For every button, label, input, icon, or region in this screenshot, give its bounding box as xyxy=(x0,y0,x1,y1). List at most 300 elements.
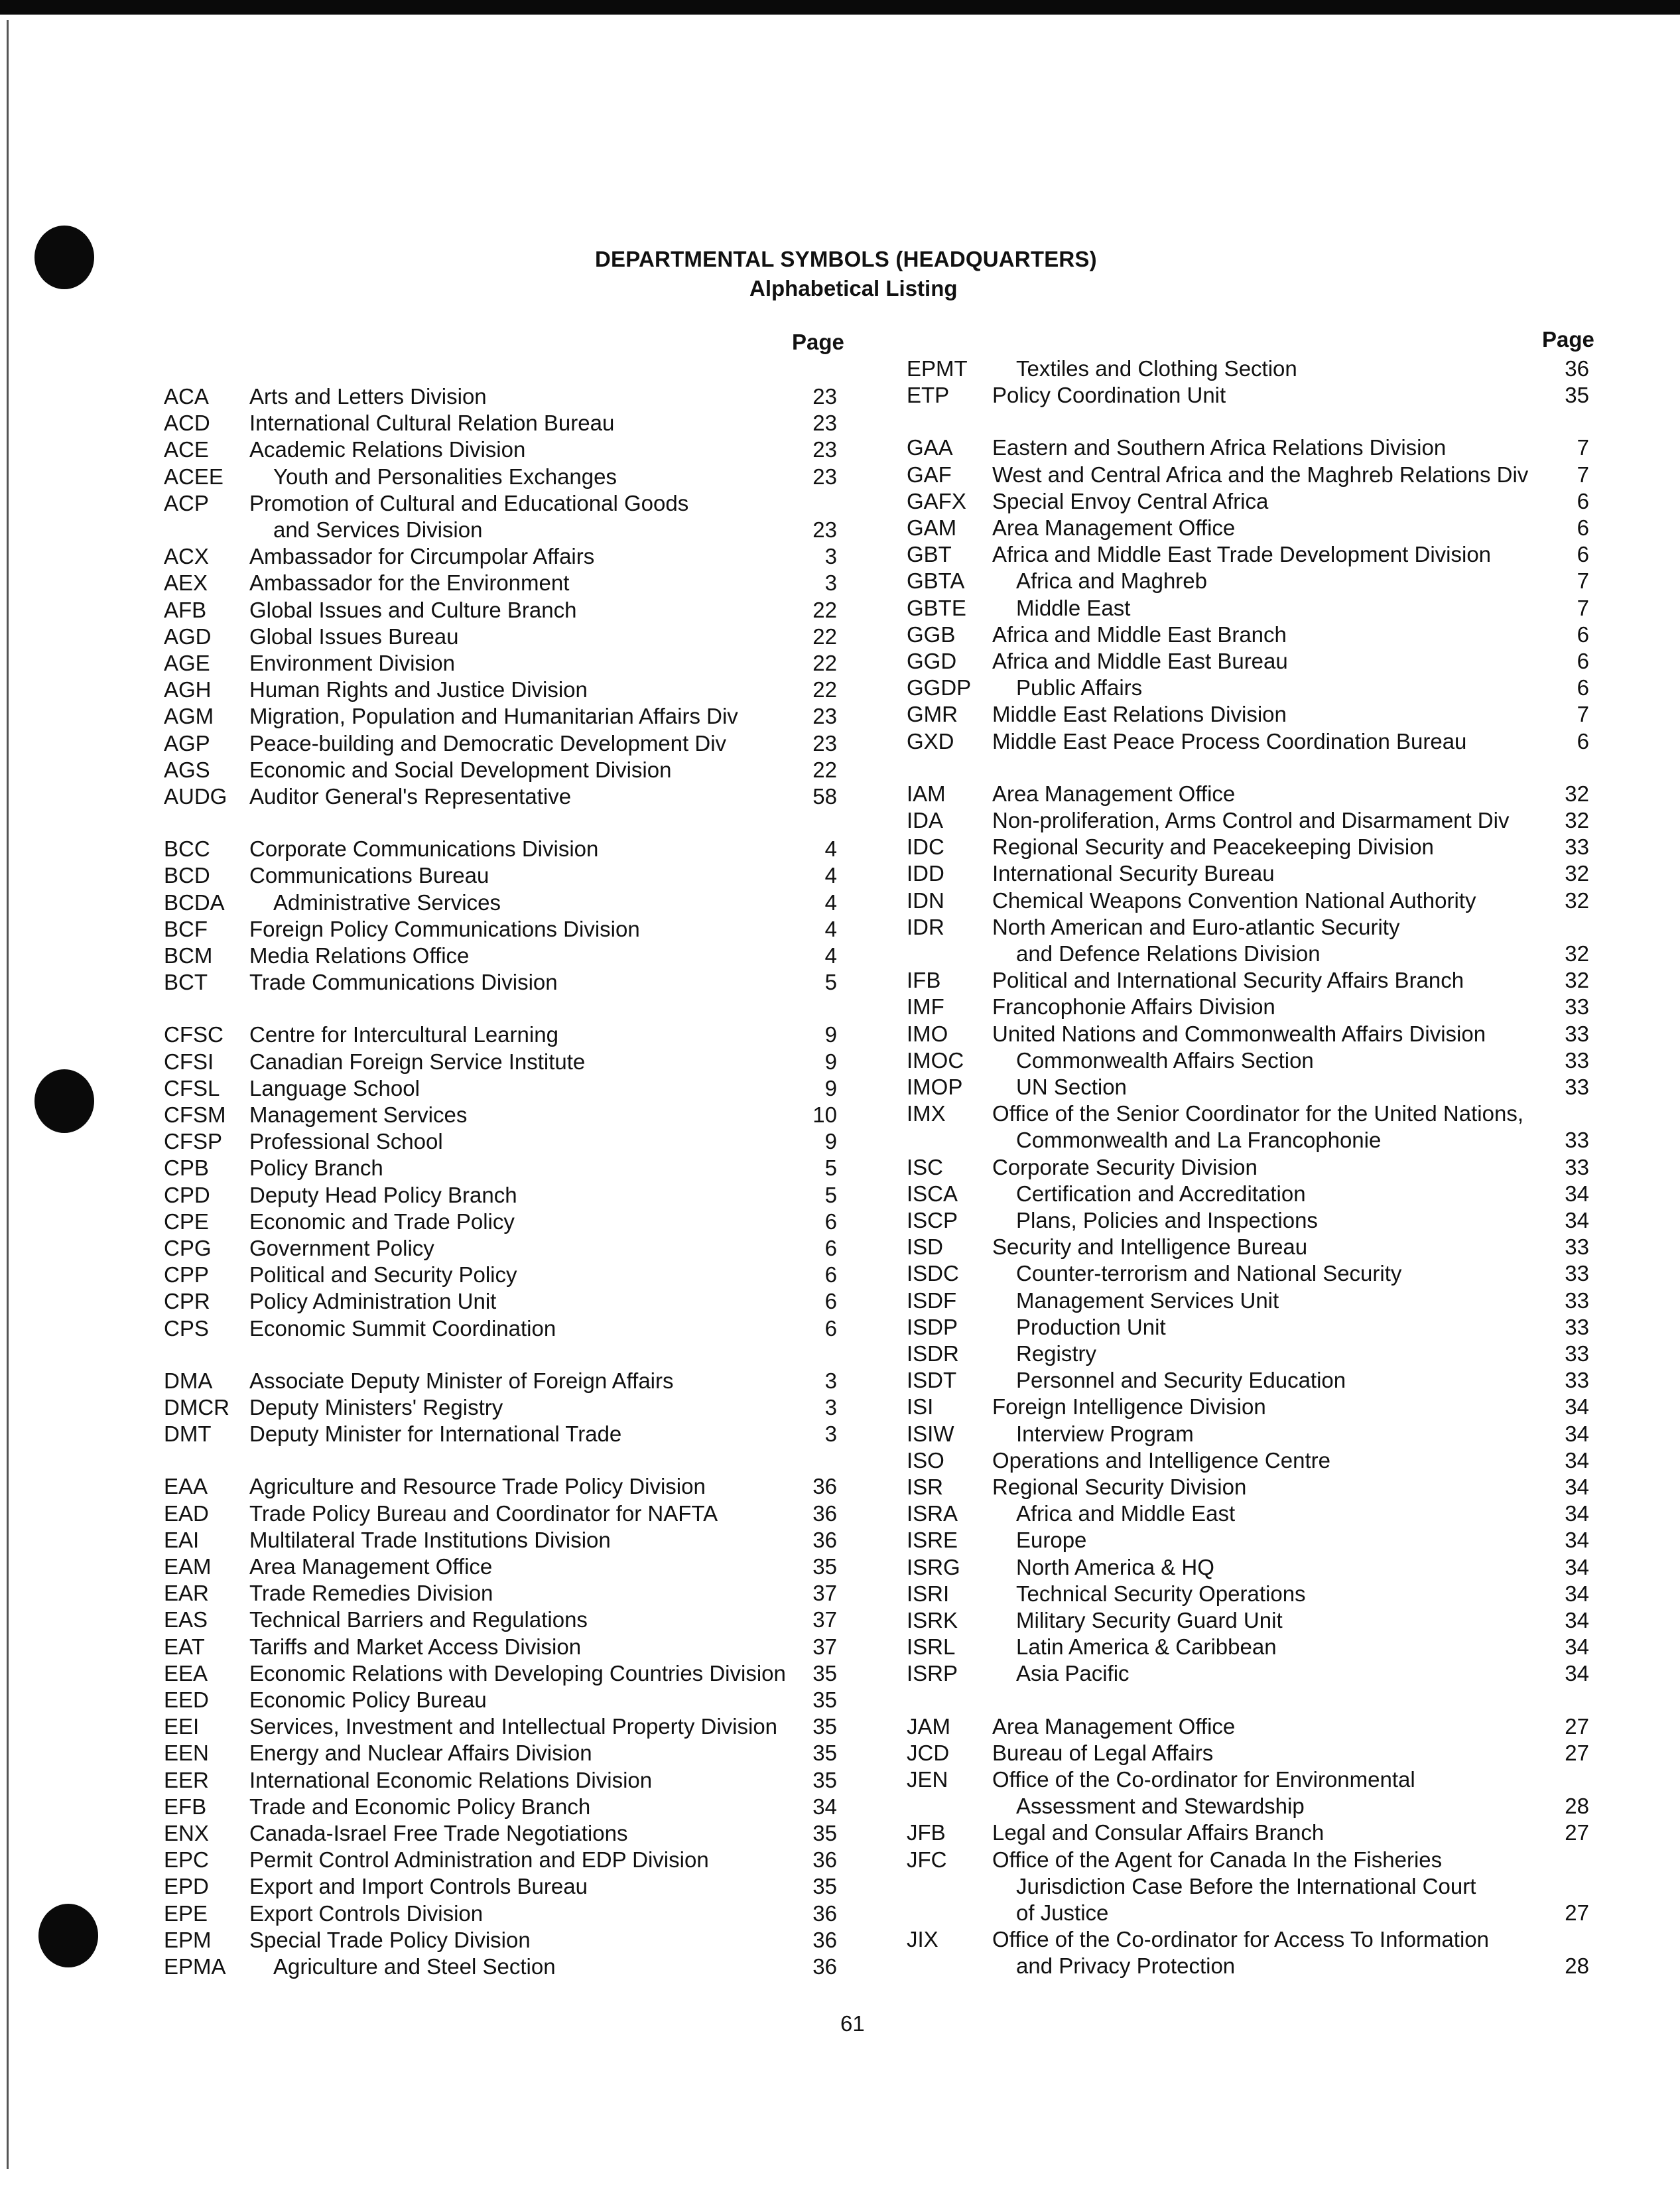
symbol-code: ENX xyxy=(164,1821,209,1845)
symbol-row xyxy=(164,1395,837,1422)
symbol-description: United Nations and Commonwealth Affairs Division xyxy=(992,1021,1486,1046)
page-reference: 34 xyxy=(1565,1475,1589,1499)
right-page-column-header: Page xyxy=(1542,327,1594,352)
page-reference: 35 xyxy=(812,1554,837,1579)
symbol-row xyxy=(907,968,1589,994)
page-reference: 35 xyxy=(812,1688,837,1712)
symbol-description: Regional Security and Peacekeeping Division xyxy=(992,834,1434,860)
symbol-code: AGD xyxy=(164,624,212,649)
symbol-description: Foreign Policy Communications Division xyxy=(249,916,640,941)
symbol-description: and Defence Relations Division xyxy=(1016,941,1321,966)
page-reference: 32 xyxy=(1565,941,1589,966)
symbol-code: EFB xyxy=(164,1794,207,1819)
page-reference: 34 xyxy=(812,1794,837,1819)
symbol-code: EPD xyxy=(164,1874,209,1899)
symbol-description: Economic and Trade Policy xyxy=(249,1209,515,1234)
symbol-code: ISDR xyxy=(907,1341,959,1366)
symbol-description: Political and International Security Affairs Branch xyxy=(992,968,1464,993)
page-reference: 33 xyxy=(1565,1314,1589,1339)
symbol-row xyxy=(164,704,837,730)
page-reference: 9 xyxy=(824,1129,837,1154)
symbol-row xyxy=(907,1368,1589,1394)
page-reference: 37 xyxy=(812,1607,837,1632)
page-reference: 34 xyxy=(1565,1181,1589,1206)
symbol-description: Communications Bureau xyxy=(249,863,489,888)
symbol-code: IDD xyxy=(907,861,944,886)
page-reference: 22 xyxy=(812,624,837,649)
symbol-code: ISIW xyxy=(907,1421,954,1446)
page-reference: 23 xyxy=(812,464,837,489)
symbol-row xyxy=(907,622,1589,649)
page-reference: 36 xyxy=(812,1954,837,1979)
symbol-code: EPMT xyxy=(907,356,968,381)
page-reference: 5 xyxy=(824,1156,837,1181)
symbol-description: Policy Administration Unit xyxy=(249,1289,497,1314)
symbol-row xyxy=(907,1208,1589,1234)
symbol-description: Jurisdiction Case Before the International Court xyxy=(1016,1873,1476,1898)
symbol-row xyxy=(164,758,837,784)
symbol-code: JCD xyxy=(907,1740,950,1765)
symbol-description: Francophonie Affairs Division xyxy=(992,994,1275,1020)
symbol-description: Political and Security Policy xyxy=(249,1262,517,1288)
page-reference: 4 xyxy=(824,836,837,862)
symbol-code: EAD xyxy=(164,1500,209,1526)
symbol-row xyxy=(907,383,1589,409)
page-reference: 22 xyxy=(812,757,837,782)
symbol-description: Africa and Middle East xyxy=(1016,1501,1236,1526)
symbol-code: GAM xyxy=(907,515,957,540)
symbol-description: Economic Relations with Developing Countries Division xyxy=(249,1660,786,1686)
symbol-code: GAF xyxy=(907,462,952,487)
symbol-description: International Economic Relations Division xyxy=(249,1767,653,1792)
symbol-description: Area Management Office xyxy=(249,1554,493,1579)
page-reference: 6 xyxy=(824,1236,837,1260)
symbol-description: Regional Security Division xyxy=(992,1475,1247,1499)
symbol-row xyxy=(164,411,837,437)
symbol-description: Deputy Minister for International Trade xyxy=(249,1422,622,1447)
symbol-code: EEI xyxy=(164,1714,200,1739)
symbol-row xyxy=(164,1236,837,1262)
symbol-description: Canada-Israel Free Trade Negotiations xyxy=(249,1821,628,1845)
page-reference: 3 xyxy=(824,1422,837,1447)
page-reference: 33 xyxy=(1565,1368,1589,1393)
symbol-description: Migration, Population and Humanitarian Affairs Div xyxy=(249,704,738,729)
symbol-row xyxy=(907,1927,1589,1953)
symbol-description: North America & HQ xyxy=(1016,1554,1214,1579)
symbol-code: ACD xyxy=(164,411,210,436)
symbol-row xyxy=(907,356,1589,383)
symbol-row xyxy=(907,568,1589,595)
page-reference: 23 xyxy=(812,730,837,756)
page-reference: 58 xyxy=(812,784,837,809)
symbol-row xyxy=(164,544,837,570)
symbol-description: Permit Control Administration and EDP Division xyxy=(249,1847,709,1873)
symbol-code: ISI xyxy=(907,1394,934,1420)
symbol-description: Africa and Maghreb xyxy=(1016,568,1207,594)
symbol-description: Non-proliferation, Arms Control and Disarmament Div xyxy=(992,808,1510,832)
symbol-description: Youth and Personalities Exchanges xyxy=(273,464,617,489)
symbol-code: AUDG xyxy=(164,784,227,809)
symbol-row xyxy=(164,1821,837,1847)
symbol-code: IDN xyxy=(907,888,944,913)
symbol-row xyxy=(164,1874,837,1900)
symbol-description: Commonwealth Affairs Section xyxy=(1016,1047,1314,1073)
symbol-row xyxy=(907,1128,1589,1154)
symbol-description: Export Controls Division xyxy=(249,1900,484,1926)
symbol-code: IDR xyxy=(907,914,944,939)
binder-hole-bottom xyxy=(38,1904,98,1967)
symbol-code: ACEE xyxy=(164,464,224,489)
symbol-row xyxy=(907,1448,1589,1475)
symbol-row xyxy=(907,1794,1589,1820)
page-reference: 33 xyxy=(1565,1128,1589,1153)
symbol-description: Middle East Relations Division xyxy=(992,702,1287,727)
page-reference: 6 xyxy=(824,1209,837,1234)
page-reference: 6 xyxy=(1577,515,1589,540)
symbol-description: Foreign Intelligence Division xyxy=(992,1394,1266,1420)
symbol-code: AGH xyxy=(164,677,212,702)
symbol-code: CPP xyxy=(164,1262,209,1288)
page-reference: 9 xyxy=(824,1075,837,1100)
page-reference: 35 xyxy=(812,1767,837,1792)
symbol-row xyxy=(907,1661,1589,1688)
symbol-description: Latin America & Caribbean xyxy=(1016,1634,1277,1660)
symbol-code: ISDC xyxy=(907,1261,959,1286)
symbol-row xyxy=(164,517,837,544)
page-reference: 34 xyxy=(1565,1208,1589,1232)
symbol-row xyxy=(907,808,1589,834)
symbol-code: JAM xyxy=(907,1713,950,1739)
symbol-row xyxy=(907,702,1589,728)
symbol-row xyxy=(164,784,837,811)
symbol-row xyxy=(164,1794,837,1821)
symbol-description: Environment Division xyxy=(249,651,455,675)
symbol-row xyxy=(907,1741,1589,1767)
symbol-code: EER xyxy=(164,1767,209,1792)
symbol-code: BCT xyxy=(164,970,208,995)
page-reference: 5 xyxy=(824,970,837,995)
symbol-code: IDC xyxy=(907,834,944,860)
page-reference: 27 xyxy=(1565,1740,1589,1765)
symbol-row xyxy=(164,1954,837,1981)
page-reference: 32 xyxy=(1565,781,1589,806)
page-reference: 37 xyxy=(812,1634,837,1659)
page-reference: 5 xyxy=(824,1182,837,1207)
symbol-row xyxy=(907,1155,1589,1181)
symbol-description: Policy Branch xyxy=(249,1156,383,1181)
symbol-row xyxy=(164,1528,837,1554)
symbol-row xyxy=(907,1288,1589,1315)
symbol-code: IMX xyxy=(907,1101,946,1126)
page-reference: 33 xyxy=(1565,994,1589,1020)
page-reference: 22 xyxy=(812,597,837,622)
symbol-code: CFSI xyxy=(164,1049,214,1074)
symbol-code: BCM xyxy=(164,943,213,968)
symbol-row xyxy=(907,1475,1589,1501)
symbol-description: Public Affairs xyxy=(1016,675,1143,700)
symbol-description: Africa and Middle East Bureau xyxy=(992,649,1288,673)
symbol-code: AGS xyxy=(164,757,210,782)
symbol-description: Military Security Guard Unit xyxy=(1016,1608,1283,1632)
symbol-description: Agriculture and Steel Section xyxy=(273,1954,556,1979)
symbol-code: ISR xyxy=(907,1475,944,1499)
symbol-description: Area Management Office xyxy=(992,515,1236,540)
symbol-code: EAA xyxy=(164,1474,208,1499)
symbol-description: Agriculture and Resource Trade Policy Division xyxy=(249,1474,706,1499)
symbol-row xyxy=(164,464,837,491)
page-reference: 4 xyxy=(824,943,837,968)
symbol-description: Assessment and Stewardship xyxy=(1016,1794,1305,1819)
symbol-code: CFSC xyxy=(164,1022,224,1047)
page-reference: 36 xyxy=(812,1927,837,1952)
symbol-description: Trade Policy Bureau and Coordinator for NAFTA xyxy=(249,1500,718,1526)
symbol-row xyxy=(164,1661,837,1688)
symbol-row xyxy=(164,731,837,758)
symbol-description: Promotion of Cultural and Educational Goods xyxy=(249,490,689,515)
symbol-code: DMA xyxy=(164,1368,213,1393)
symbol-description: Interview Program xyxy=(1016,1421,1194,1446)
symbol-code: ISC xyxy=(907,1154,944,1179)
symbol-row xyxy=(907,435,1589,462)
symbol-code: EPE xyxy=(164,1900,208,1926)
page-reference: 35 xyxy=(812,1741,837,1766)
symbol-description: Special Trade Policy Division xyxy=(249,1927,531,1952)
symbol-row xyxy=(907,1315,1589,1341)
symbol-row xyxy=(907,834,1589,861)
symbol-row xyxy=(907,1048,1589,1075)
symbol-code: ISDP xyxy=(907,1314,958,1339)
symbol-description: Africa and Middle East Trade Development Division xyxy=(992,542,1492,567)
page-reference: 27 xyxy=(1565,1713,1589,1739)
page-reference: 6 xyxy=(1577,542,1589,567)
page-reference: 32 xyxy=(1565,888,1589,913)
symbol-code: EEA xyxy=(164,1660,208,1686)
symbol-code: GGDP xyxy=(907,675,972,700)
page-reference: 34 xyxy=(1565,1634,1589,1660)
symbol-code: ISRP xyxy=(907,1661,958,1686)
symbol-code: AFB xyxy=(164,597,207,622)
symbol-code: GAA xyxy=(907,435,953,460)
left-page-column-header: Page xyxy=(792,330,844,354)
page-reference: 33 xyxy=(1565,1021,1589,1046)
symbol-row xyxy=(907,1634,1589,1661)
symbol-code: EAS xyxy=(164,1607,208,1632)
symbol-code: CPR xyxy=(164,1289,210,1314)
symbol-description: Corporate Security Division xyxy=(992,1154,1258,1179)
symbol-description: Economic Policy Bureau xyxy=(249,1688,487,1712)
page-reference: 6 xyxy=(1577,675,1589,700)
symbol-description: Legal and Consular Affairs Branch xyxy=(992,1820,1325,1845)
page-reference: 33 xyxy=(1565,1341,1589,1366)
symbol-row xyxy=(907,1422,1589,1448)
page-reference: 7 xyxy=(1577,595,1589,620)
symbol-row xyxy=(164,1581,837,1607)
symbol-row xyxy=(907,1341,1589,1368)
symbol-description: Textiles and Clothing Section xyxy=(1016,356,1297,381)
symbol-row xyxy=(907,515,1589,542)
symbol-description: Production Unit xyxy=(1016,1314,1166,1339)
symbol-description: Trade Remedies Division xyxy=(249,1581,493,1606)
symbol-code: EPMA xyxy=(164,1954,226,1979)
page-reference: 6 xyxy=(824,1262,837,1288)
symbol-code: BCC xyxy=(164,836,210,862)
page-reference: 7 xyxy=(1577,435,1589,460)
page-reference: 36 xyxy=(812,1474,837,1499)
symbol-description: Economic Summit Coordination xyxy=(249,1315,556,1341)
symbol-row xyxy=(907,1874,1589,1900)
symbol-row xyxy=(164,1928,837,1954)
symbol-code: DMT xyxy=(164,1422,212,1447)
symbol-row xyxy=(164,890,837,917)
symbol-description: Technical Barriers and Regulations xyxy=(249,1607,588,1632)
symbol-code: GMR xyxy=(907,702,958,727)
symbol-row xyxy=(164,384,837,411)
page-reference: 33 xyxy=(1565,1288,1589,1313)
symbol-row xyxy=(164,1129,837,1156)
symbol-row xyxy=(164,970,837,996)
symbol-description: Security and Intelligence Bureau xyxy=(992,1234,1308,1260)
symbol-row xyxy=(164,1102,837,1129)
page-reference: 33 xyxy=(1565,1075,1589,1099)
page-reference: 34 xyxy=(1565,1447,1589,1473)
page-reference: 23 xyxy=(812,517,837,542)
symbol-description: Global Issues Bureau xyxy=(249,624,459,649)
page-reference: 35 xyxy=(812,1874,837,1899)
symbol-description: Office of the Co-ordinator for Environmental xyxy=(992,1767,1415,1792)
page-number: 61 xyxy=(840,2011,865,2036)
symbol-description: Government Policy xyxy=(249,1236,434,1260)
symbol-row xyxy=(907,542,1589,568)
symbol-code: JFC xyxy=(907,1847,947,1872)
symbol-row xyxy=(164,1049,837,1076)
page-reference: 10 xyxy=(812,1102,837,1127)
symbol-row xyxy=(907,1261,1589,1288)
symbol-row xyxy=(907,888,1589,915)
symbol-row xyxy=(907,994,1589,1021)
symbol-description: Bureau of Legal Affairs xyxy=(992,1740,1214,1765)
symbol-description: Office of the Agent for Canada In the Fisheries xyxy=(992,1847,1443,1872)
symbol-description: Language School xyxy=(249,1075,420,1100)
symbol-description: International Cultural Relation Bureau xyxy=(249,411,615,436)
symbol-row xyxy=(907,915,1589,941)
symbol-description: Ambassador for Circumpolar Affairs xyxy=(249,544,595,569)
symbol-description: Chemical Weapons Convention National Authority xyxy=(992,888,1476,913)
symbol-code: CFSP xyxy=(164,1129,223,1154)
page-reference: 34 xyxy=(1565,1421,1589,1446)
symbol-description: Corporate Communications Division xyxy=(249,836,599,862)
symbol-code: ISRG xyxy=(907,1554,960,1579)
page-reference: 35 xyxy=(812,1660,837,1686)
symbol-description: Counter-terrorism and National Security xyxy=(1016,1261,1402,1286)
symbol-row xyxy=(907,1847,1589,1874)
page-reference: 34 xyxy=(1565,1554,1589,1579)
symbol-description: Management Services xyxy=(249,1102,468,1127)
symbol-code: AGP xyxy=(164,730,210,756)
page-reference: 6 xyxy=(824,1289,837,1314)
symbol-code: EEN xyxy=(164,1741,209,1766)
symbol-description: Office of the Co-ordinator for Access To Information xyxy=(992,1927,1489,1952)
symbol-code: ETP xyxy=(907,383,950,408)
symbol-code: IDA xyxy=(907,808,944,832)
symbol-row xyxy=(907,675,1589,702)
symbol-code: EPC xyxy=(164,1847,209,1873)
symbol-row xyxy=(164,863,837,890)
symbol-row xyxy=(907,1555,1589,1581)
symbol-code: AGE xyxy=(164,651,210,675)
symbol-row xyxy=(907,462,1589,489)
page-reference: 32 xyxy=(1565,968,1589,993)
symbol-description: Associate Deputy Minister of Foreign Affairs xyxy=(249,1368,674,1393)
page-reference: 23 xyxy=(812,411,837,436)
symbol-row xyxy=(164,1607,837,1634)
symbol-description: Tariffs and Market Access Division xyxy=(249,1634,582,1659)
symbol-description: Trade Communications Division xyxy=(249,970,558,995)
page-reference: 3 xyxy=(824,570,837,596)
symbol-row xyxy=(164,1741,837,1767)
symbol-row xyxy=(907,1075,1589,1101)
symbol-code: JFB xyxy=(907,1820,946,1845)
page-title: DEPARTMENTAL SYMBOLS (HEADQUARTERS) xyxy=(595,247,1097,271)
page-subtitle: Alphabetical Listing xyxy=(749,276,958,300)
symbol-code: IMF xyxy=(907,994,944,1020)
page-reference: 37 xyxy=(812,1581,837,1606)
symbol-code: EAR xyxy=(164,1581,209,1606)
symbol-code: ISRL xyxy=(907,1634,956,1660)
symbol-code: ISRI xyxy=(907,1581,950,1606)
symbol-row xyxy=(164,917,837,943)
symbol-description: Multilateral Trade Institutions Division xyxy=(249,1527,611,1552)
symbol-row xyxy=(907,1394,1589,1421)
page-reference: 22 xyxy=(812,651,837,675)
page-reference: 34 xyxy=(1565,1394,1589,1420)
symbol-code: ISDF xyxy=(907,1288,957,1313)
symbol-description: Administrative Services xyxy=(273,890,501,915)
symbol-code: IAM xyxy=(907,781,946,806)
symbol-description: UN Section xyxy=(1016,1075,1127,1099)
page-reference: 28 xyxy=(1565,1953,1589,1979)
symbol-code: IFB xyxy=(907,968,941,993)
symbol-code: ISDT xyxy=(907,1368,957,1393)
page-reference: 35 xyxy=(812,1821,837,1845)
symbol-row xyxy=(907,729,1589,756)
page-reference: 36 xyxy=(812,1527,837,1552)
symbol-description: West and Central Africa and the Maghreb Relations Div xyxy=(992,462,1529,487)
symbol-code: ISO xyxy=(907,1447,944,1473)
symbol-row xyxy=(164,1262,837,1289)
symbol-code: JIX xyxy=(907,1927,938,1952)
symbol-code: ACE xyxy=(164,437,209,462)
symbol-row xyxy=(907,1234,1589,1261)
symbol-code: GGB xyxy=(907,622,956,647)
symbol-row xyxy=(164,1714,837,1741)
symbol-description: Plans, Policies and Inspections xyxy=(1016,1208,1318,1232)
symbol-description: Human Rights and Justice Division xyxy=(249,677,588,702)
symbol-code: ISD xyxy=(907,1234,944,1260)
page-reference: 6 xyxy=(1577,728,1589,754)
symbol-description: Centre for Intercultural Learning xyxy=(249,1022,558,1047)
symbol-description: and Privacy Protection xyxy=(1016,1953,1236,1979)
page-reference: 34 xyxy=(1565,1501,1589,1526)
symbol-description: Services, Investment and Intellectual Property Division xyxy=(249,1714,778,1739)
page-reference: 36 xyxy=(812,1847,837,1873)
symbol-row xyxy=(164,1209,837,1236)
page-reference: 4 xyxy=(824,890,837,915)
page-reference: 6 xyxy=(824,1315,837,1341)
symbol-description: Eastern and Southern Africa Relations Division xyxy=(992,435,1447,460)
page-reference: 4 xyxy=(824,916,837,941)
symbol-code: JEN xyxy=(907,1767,948,1792)
symbol-description: Middle East Peace Process Coordination Bureau xyxy=(992,728,1467,754)
